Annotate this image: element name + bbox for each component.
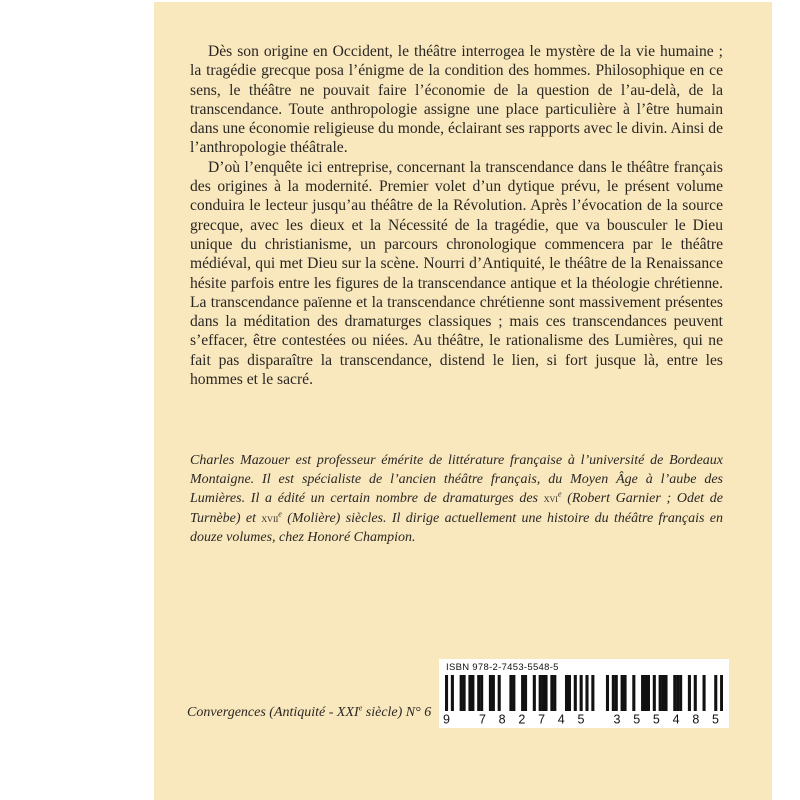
century-16: xvi — [543, 491, 558, 506]
barcode-bar — [533, 675, 536, 711]
summary-paragraph-2: D’où l’enquête ici entreprise, concernant la transcendance dans le théâtre français des origines à la modernité. Premier volet d’un dytique prévu, le présent volume conduira le lecteur jusqu’au théâtre de la Révolution. Après l’évocation de la source grecque, avec les dieux et la Nécessité de la tragédie, que va bousculer le Dieu unique du christianisme, un parcours chronologique commencera par le théâtre médiéval, qui met Dieu sur la scène. Nourri d’Antiquité, le théâtre de la Renaissance hésite parfois entre les figures de la transcendance antique et la théologie chrétienne. La transcendance païenne et la transcendance chrétienne sont massivement présentes dans la méditation des dramaturges classiques ; mais ces transcendances peuvent s’effacer, être contestées ou niées. Au théâtre, le rationalisme des Lumières, qui ne fait pas disparaître la transcendance, distend le lien, si fort jusque là, entre les hommes et le sacré. — [190, 158, 723, 389]
barcode-bar — [688, 675, 691, 711]
barcode-bar — [480, 675, 483, 711]
barcode-bar — [565, 675, 568, 711]
barcode-bar — [612, 675, 615, 711]
barcode-bar — [621, 675, 624, 711]
barcode-bar — [606, 675, 609, 711]
barcode-bar — [641, 675, 644, 711]
barcode-digits-svg — [439, 711, 729, 727]
bio-text-3: (Molière) siècles. Il dirige actuellement une histoire du théâtre français en douze volumes, chez Honoré Champion. — [190, 510, 724, 545]
barcode-bar — [445, 675, 448, 711]
barcode-bar — [615, 675, 618, 711]
barcode-bar — [524, 675, 527, 711]
barcode-bar — [512, 675, 515, 711]
series-label — [187, 705, 431, 721]
barcode-bar — [585, 675, 588, 711]
barcode-bar — [653, 675, 656, 711]
barcode-bar — [714, 675, 717, 711]
century-17-sup: e — [278, 508, 282, 518]
barcode-bar — [662, 675, 665, 711]
barcode-bar — [542, 675, 545, 711]
barcode-bar — [659, 675, 662, 711]
barcode-bar — [550, 675, 553, 711]
barcode-bar — [498, 675, 501, 711]
barcode-bar — [544, 675, 547, 711]
barcode-bar — [492, 675, 495, 711]
barcode-bar — [574, 675, 577, 711]
barcode-bar — [676, 675, 679, 711]
barcode-bar — [553, 675, 556, 711]
barcode-image — [445, 675, 723, 711]
author-bio-paragraph — [190, 451, 723, 547]
century-17: xvii — [261, 510, 279, 525]
barcode-bar — [451, 675, 454, 711]
barcode-bar — [664, 675, 667, 711]
barcode-bar — [673, 675, 676, 711]
summary-paragraph-1: Dès son origine en Occident, le théâtre interrogea le mystère de la vie humaine ; la tragédie grecque posa l’énigme de la condition des hommes. Philosophique en ce sens, le théâtre ne pouvait faire l’économie de la question de l’au-delà, de la transcendance. Toute anthropologie assigne une place particulière à l’être humain dans une économie religieuse du monde, éclairant ses rapports avec le divin. Ainsi de l’anthropologie théâtrale. — [190, 43, 723, 157]
barcode-bar — [463, 675, 466, 711]
barcode-bar — [471, 675, 474, 711]
barcode-bar — [468, 675, 471, 711]
barcode-bar — [521, 675, 524, 711]
summary-text — [190, 42, 723, 389]
barcode-bar — [647, 675, 650, 711]
barcode-digits-text: 9 782745 355485 — [443, 712, 719, 727]
barcode-bar — [644, 675, 647, 711]
isbn-label: ISBN 978-2-7453-5548-5 — [446, 662, 559, 673]
series-sup: e — [358, 703, 363, 713]
barcode-bar — [509, 675, 512, 711]
author-bio — [190, 451, 723, 547]
century-16-sup: e — [557, 489, 562, 499]
barcode-bar — [460, 675, 463, 711]
barcode-panel — [439, 659, 729, 728]
barcode-bar — [580, 675, 583, 711]
barcode-bar — [591, 675, 594, 711]
barcode-bar — [632, 675, 635, 711]
barcode-bar — [720, 675, 723, 711]
bio-text-1: Charles Mazouer est professeur émérite de littérature française à l’université de Bordeaux Montaigne. Il est spécialiste de l’ancien théâtre français, du Moyen Âge à l’aube des Lumières. Il a édité un certain nombre de dramaturges des — [190, 453, 723, 507]
barcode-digits — [439, 711, 729, 730]
series-prefix: Convergences (Antiquité - XXI — [187, 705, 359, 720]
barcode-bar — [694, 675, 697, 711]
barcode-bar — [568, 675, 571, 711]
barcode-bar — [489, 675, 492, 711]
barcode-bar — [477, 675, 480, 711]
barcode-bar — [703, 675, 706, 711]
barcode-bar — [539, 675, 542, 711]
barcode-bar — [624, 675, 627, 711]
bio-text-2: (Robert Garnier ; Odet de Turnèbe) et — [190, 491, 723, 526]
series-suffix: siècle) N° 6 — [362, 705, 432, 720]
barcode-bar — [679, 675, 682, 711]
back-cover — [154, 2, 772, 800]
